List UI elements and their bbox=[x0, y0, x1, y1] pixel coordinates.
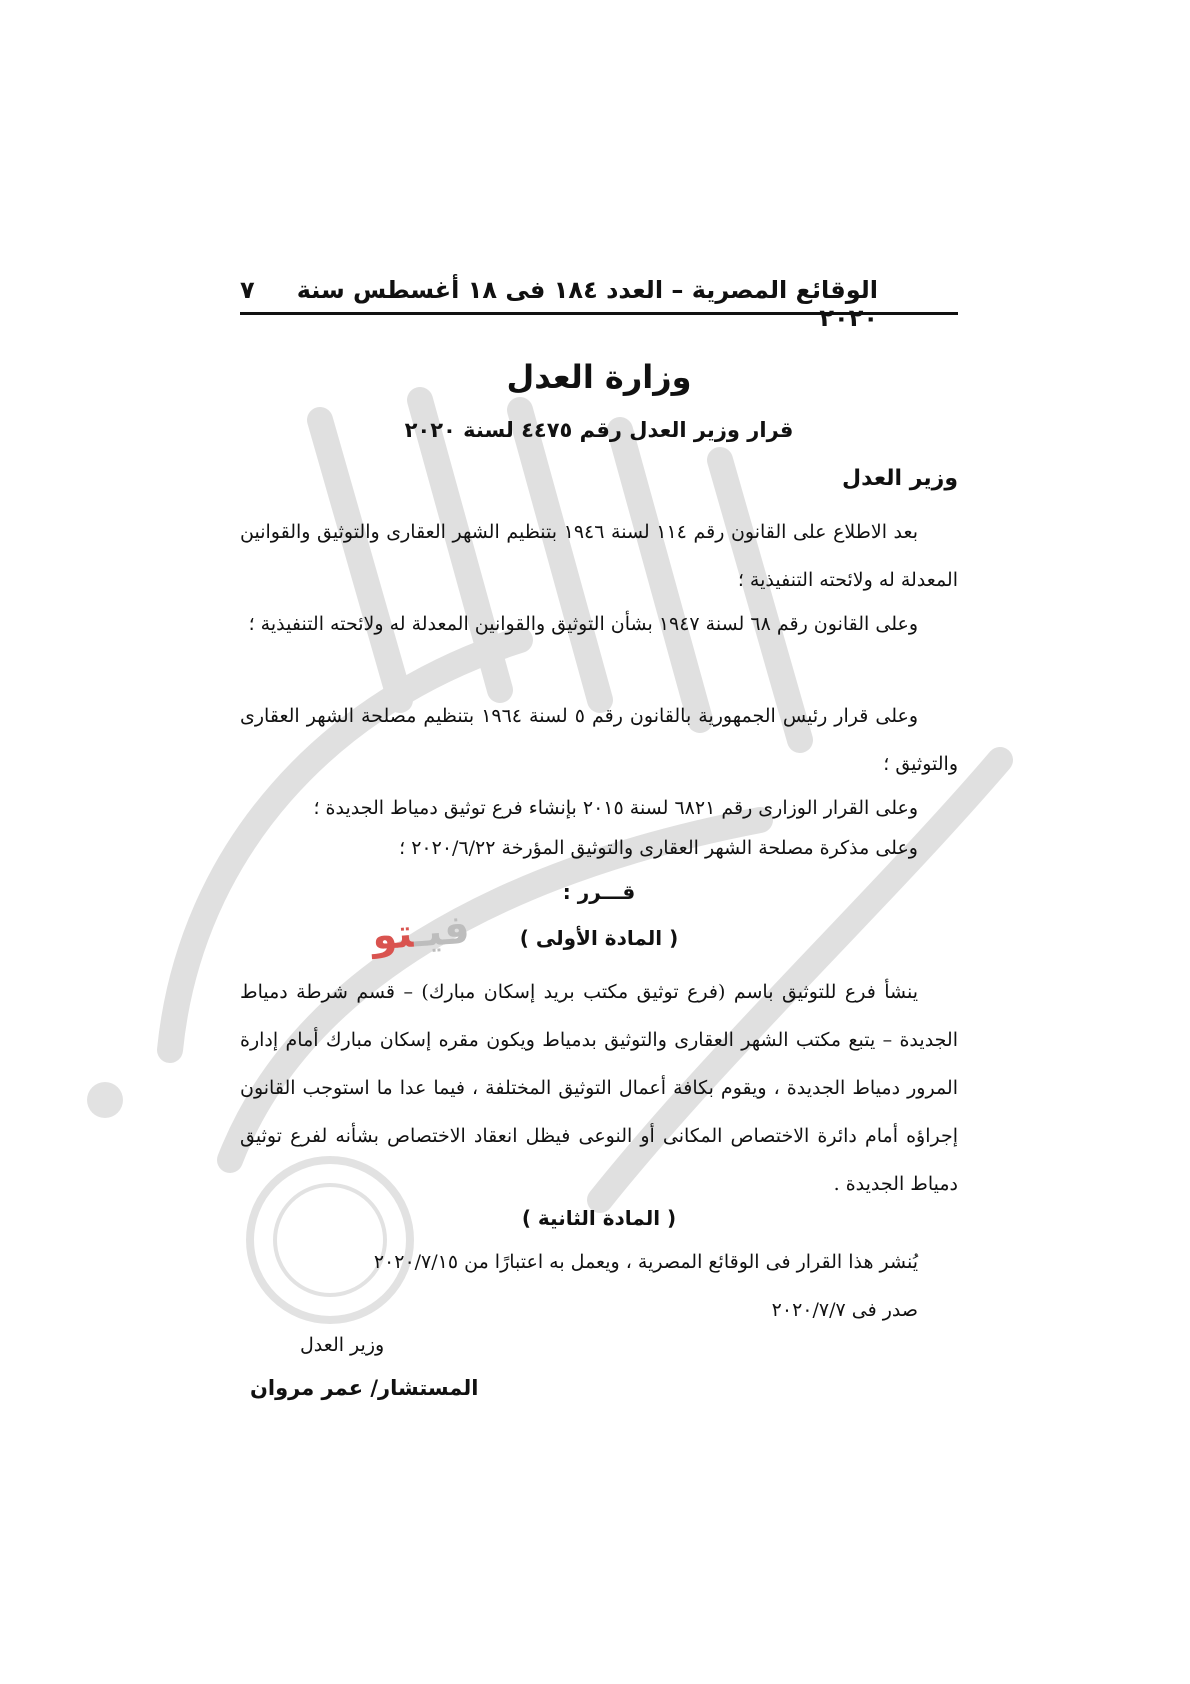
page-header bbox=[240, 272, 958, 332]
signature-name: المستشار/ عمر مروان bbox=[250, 1376, 479, 1400]
gazette-title: الوقائع المصرية – العدد ١٨٤ فى ١٨ أغسطس سنة ٢٠٢٠ bbox=[296, 276, 878, 332]
page-number: ٧ bbox=[240, 276, 255, 304]
ministry-title: وزارة العدل bbox=[506, 358, 692, 396]
preamble-1: بعد الاطلاع على القانون رقم ١١٤ لسنة ١٩٤٦ بتنظيم الشهر العقارى والتوثيق والقوانين المعدلة له ولائحته التنفيذية ؛ bbox=[240, 521, 958, 591]
logo-part-2: تو bbox=[370, 910, 416, 960]
decided-heading: قـــرر : bbox=[562, 880, 636, 904]
minister-heading: وزير العدل bbox=[842, 466, 958, 491]
article-2-text: يُنشر هذا القرار فى الوقائع المصرية ، ويعمل به اعتبارًا من ٢٠٢٠/٧/١٥ bbox=[373, 1251, 918, 1273]
preamble-4: وعلى القرار الوزارى رقم ٦٨٢١ لسنة ٢٠١٥ بإنشاء فرع توثيق دمياط الجديدة ؛ bbox=[313, 797, 918, 819]
article-1-text: ينشأ فرع للتوثيق باسم (فرع توثيق مكتب بريد إسكان مبارك) – قسم شرطة دمياط الجديدة – يتبع مكتب الشهر العقارى والتوثيق بدمياط ويكون مقره إسكان مبارك أمام إدارة المرور دمياط الجديدة ، ويقوم بكافة أعمال التوثيق المختلفة ، فيما عدا ما استوجب القانون إجراؤه أمام دائرة الاختصاص المكانى أو النوعى فيظل انعقاد الاختصاص بشأنه لفرع توثيق دمياط الجديدة . bbox=[240, 981, 958, 1195]
signature-title: وزير العدل bbox=[300, 1334, 385, 1356]
article-2-heading: ( المادة الثانية ) bbox=[521, 1206, 677, 1230]
preamble-3: وعلى قرار رئيس الجمهورية بالقانون رقم ٥ لسنة ١٩٦٤ بتنظيم مصلحة الشهر العقارى والتوثيق ؛ bbox=[240, 705, 958, 775]
preamble-5: وعلى مذكرة مصلحة الشهر العقارى والتوثيق المؤرخة ٢٠٢٠/٦/٢٢ ؛ bbox=[399, 837, 918, 859]
logo-part-1: فيـ bbox=[411, 906, 472, 957]
article-1-heading: ( المادة الأولى ) bbox=[519, 926, 679, 950]
preamble-2: وعلى القانون رقم ٦٨ لسنة ١٩٤٧ بشأن التوثيق والقوانين المعدلة له ولائحته التنفيذية ؛ bbox=[248, 613, 918, 635]
issued-date: صدر فى ٢٠٢٠/٧/٧ bbox=[771, 1299, 918, 1321]
decision-title: قرار وزير العدل رقم ٤٤٧٥ لسنة ٢٠٢٠ bbox=[404, 418, 794, 442]
